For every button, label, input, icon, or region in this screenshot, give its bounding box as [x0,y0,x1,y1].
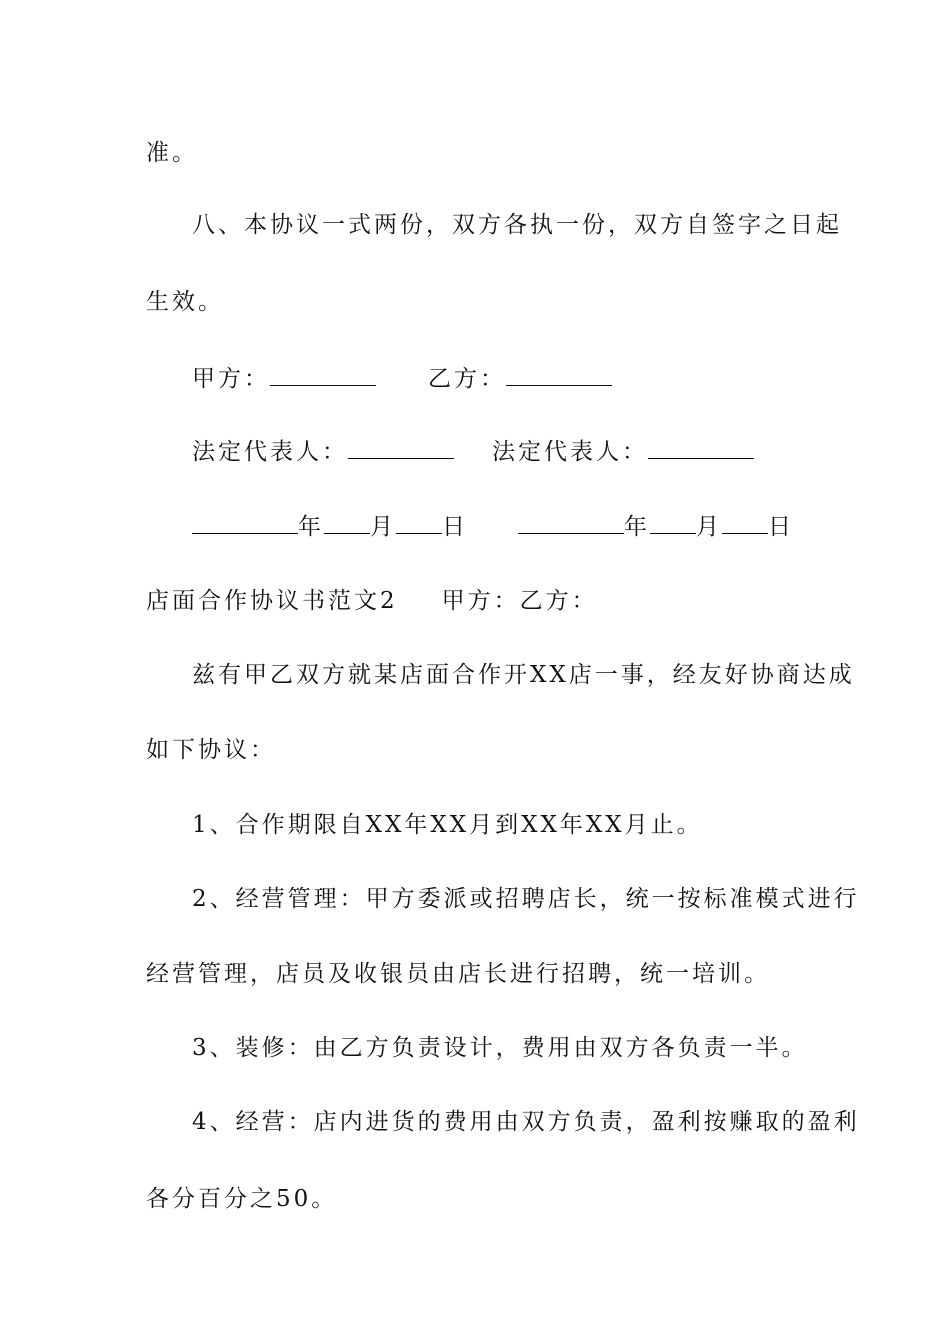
month-label: 月 [370,514,396,540]
day-blank [396,511,442,534]
paragraph-line: 经营管理，店员及收银员由店长进行招聘，统一培训。 [146,961,770,987]
rep-b-label: 法定代表人： [492,439,648,465]
paragraph-line: 八、本协议一式两份，双方各执一份，双方自签字之日起 [192,212,842,238]
rep-a-blank [348,436,454,459]
rep-b-blank [648,436,754,459]
day-label: 日 [768,514,794,540]
paragraph-line: 如下协议： [146,737,276,763]
paragraph-line: 1、合作期限自XX年XX月到XX年XX月止。 [192,812,703,838]
year-blank [192,511,298,534]
signature-row-parties [192,363,612,394]
paragraph-line: 2、经营管理：甲方委派或招聘店长，统一按标准模式进行 [192,886,860,912]
date-row [192,511,794,542]
year-blank [518,511,624,534]
rep-a-label: 法定代表人： [192,439,348,465]
month-blank [650,511,696,534]
party-a-blank [270,363,376,386]
signature-row-representatives [192,436,754,467]
month-blank [324,511,370,534]
paragraph-line: 准。 [146,140,198,166]
section-heading-row [146,586,598,616]
year-label: 年 [624,514,650,540]
paragraph-line: 兹有甲乙双方就某店面合作开XX店一事，经友好协商达成 [192,662,855,688]
paragraph-line: 3、装修：由乙方负责设计，费用由双方各负责一半。 [192,1035,808,1061]
year-label: 年 [298,514,324,540]
section-heading: 店面合作协议书范文2 [146,588,398,614]
month-label: 月 [696,514,722,540]
paragraph-line: 生效。 [146,289,224,315]
heading-parties: 甲方：乙方： [441,588,598,614]
day-label: 日 [442,514,468,540]
party-a-label: 甲方： [192,366,270,392]
paragraph-line: 各分百分之50。 [146,1186,338,1212]
day-blank [722,511,768,534]
party-b-label: 乙方： [428,366,506,392]
party-b-blank [506,363,612,386]
paragraph-line: 4、经营：店内进货的费用由双方负责，盈利按赚取的盈利 [192,1109,860,1135]
